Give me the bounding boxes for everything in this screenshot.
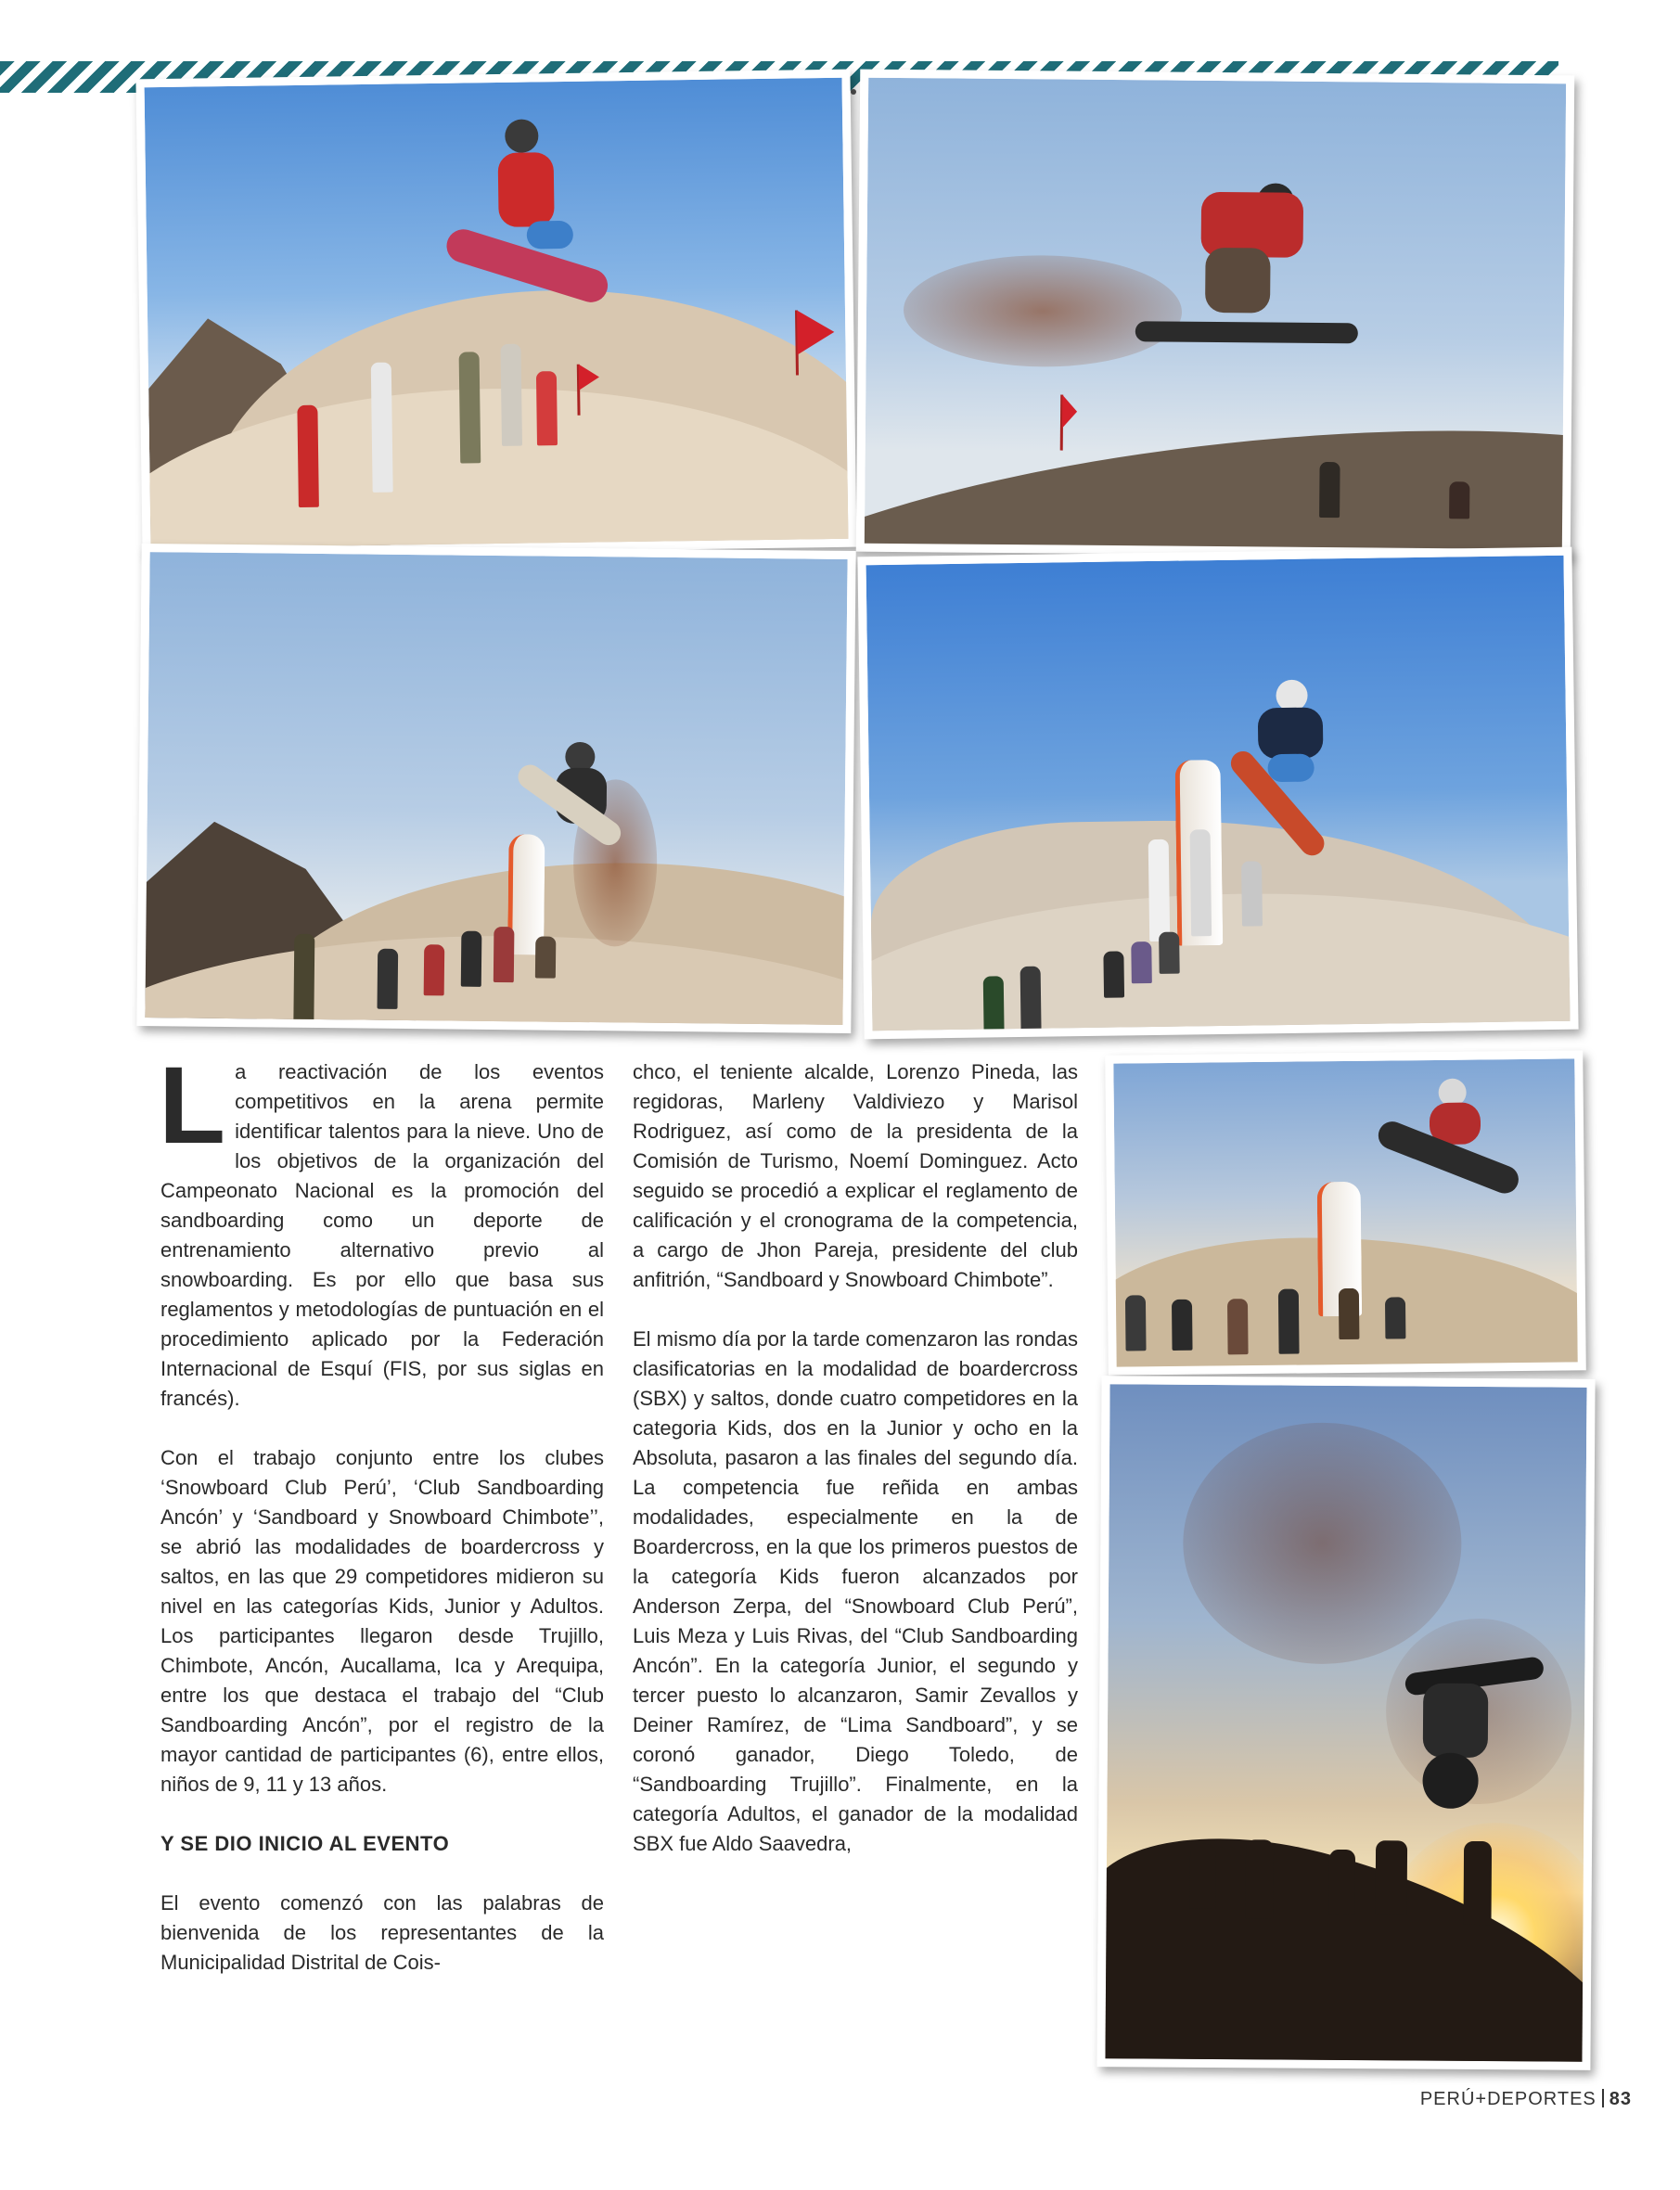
photo-sandboarder-sand-spray <box>856 70 1575 558</box>
photo-sandboarder-small <box>1105 1050 1586 1375</box>
photo-sandboarder-banner <box>857 547 1578 1040</box>
photo-sandboarder-crowd-left <box>136 544 855 1033</box>
article-column-1 <box>159 1044 604 2007</box>
footer-separator <box>1602 2089 1604 2107</box>
article-column-2 <box>633 1057 1078 1889</box>
publication-name: PERÚ+DEPORTES <box>1419 2089 1597 2109</box>
paragraph-results: El mismo día por la tarde comenzaron las rondas clasificatorias en la modalidad de boardercross (SBX) y saltos, donde cuatro competidores en la categoria Kids, dos en la Junior y ocho en la Absoluta, pasaron a las finales del segundo día. La competencia fue reñida en ambas modalidades, especialmente en la de Boardercross, en la que los primeros puestos de la categoría Kids fueron alcanzados por Anderson Zerpa, del “Snowboard Club Perú”, Luis Meza y Luis Rivas, del “Club Sandboarding Ancón”. En la categoría Junior, el segundo y tercer puesto lo alcanzaron, Samir Zevallos y Deiner Ramírez, de “Lima Sandboard”, y se coronó ganador, Diego Toledo, de “Sandboarding Trujillo”. Finalmente, en la categoría Adultos, el ganador de la modalidad SBX fue Aldo Saavedra, <box>633 1327 1078 1855</box>
page-footer <box>1420 2089 1632 2110</box>
decorative-dot <box>851 89 856 95</box>
dropcap-letter: L <box>159 1044 226 1167</box>
photo-sandboarder-red-jersey <box>135 70 856 557</box>
paragraph-clubs: Con el trabajo conjunto entre los clubes ‘Snowboard Club Perú’, ‘Club Sandboarding Ancón’ y ‘Sandboard y Snowboard Chimbote’’, se abrió las modalidades de boardercross y saltos, en las que 29 competidores midieron su nivel en las categorías Kids, Junior y Adultos. Los participantes llegaron desde Trujillo, Chimbote, Ancón, Aucallama, Ica y Arequipa, entre los que destaca el trabajo del “Club Sandboarding Ancón”, por el registro de la mayor cantidad de participantes (6), entre ellos, niños de 9, 11 y 13 años. <box>160 1446 604 1796</box>
paragraph-intro-text: a reactivación de los eventos competitivos en la arena permite identificar talentos para la nieve. Uno de los objetivos de la organización del Campeonato Nacional es la promoción del sandboarding como un deporte de entrenamiento alternativo previo al snowboarding. Es por ello que basa sus reglamentos y metodologías de puntuación en el procedimiento aplicado por la Federación Internacional de Esquí (FIS, por sus siglas en francés). <box>160 1060 604 1410</box>
paragraph-intro <box>159 1044 604 1414</box>
paragraph-officials: chco, el teniente alcalde, Lorenzo Pineda, las regidoras, Marleny Valdiviezo y Marisol Rodriguez, así como de la presidenta de la Comisión de Turismo, Noemí Dominguez. Acto seguido se procedió a explicar el reglamento de calificación y el cronograma de la competencia, a cargo de Jhon Pareja, presidente del club anfitrión, “Sandboard y Snowboard Chimbote”. <box>633 1060 1078 1291</box>
photo-sandboarder-flip-sunset <box>1096 1376 1595 2070</box>
paragraph-event-start: El evento comenzó con las palabras de bienvenida de los representantes de la Municipalidad Distrital de Cois- <box>160 1891 604 1974</box>
page-number: 83 <box>1609 2089 1632 2109</box>
section-subheading: Y SE DIO INICIO AL EVENTO <box>160 1832 450 1855</box>
